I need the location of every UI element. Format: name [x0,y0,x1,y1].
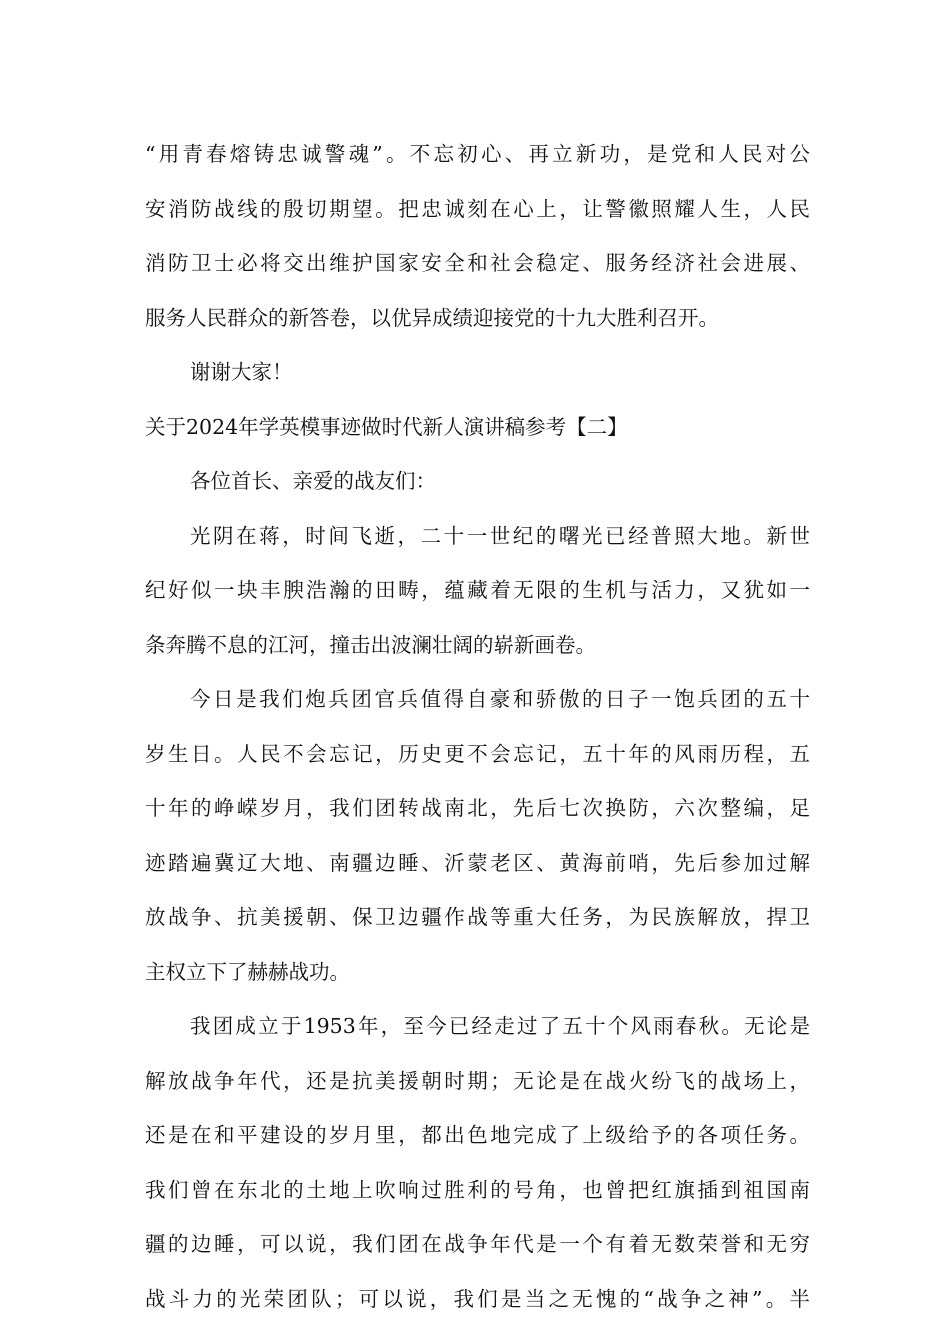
paragraph-line: 今日是我们炮兵团官兵值得自豪和骄傲的日子一饱兵团的五十 [190,687,810,711]
paragraph-line: 放战争、抗美援朝、保卫边疆作战等重大任务，为民族解放，捍卫 [145,905,810,929]
paragraph-line: 消防卫士必将交出维护国家安全和社会稳定、服务经济社会进展、 [145,251,810,275]
paragraph-line: 服务人民群众的新答卷，以优异成绩迎接党的十九大胜利召开。 [145,305,719,330]
salutation: 各位首长、亲爱的战友们： [190,469,436,493]
paragraph-line: 岁生日。人民不会忘记，历史更不会忘记，五十年的风雨历程，五 [145,741,810,766]
paragraph-line: 解放战争年代，还是抗美援朝时期；无论是在战火纷飞的战场上， [145,1068,810,1093]
paragraph-line: 光阴在蒋，时间飞逝，二十一世纪的曙光已经普照大地。新世 [190,523,810,548]
paragraph-line: 疆的边睡，可以说，我们团在战争年代是一个有着无数荣誉和无穷 [145,1232,810,1256]
paragraph-line: 条奔腾不息的江河，撞击出波澜壮阔的崭新画卷。 [145,632,596,657]
closing-thanks: 谢谢大家！ [190,360,293,384]
paragraph-line: 我团成立于1953年，至今已经走过了五十个风雨春秋。无论是 [190,1014,810,1038]
paragraph-line: 十年的峥嵘岁月，我们团转战南北，先后七次换防，六次整编，足 [145,796,810,820]
paragraph-line: 迹踏遍冀辽大地、南疆边睡、沂蒙老区、黄海前哨，先后参加过解 [145,850,810,875]
section-heading: 关于2024年学英模事迹做时代新人演讲稿参考【二】 [145,414,628,439]
paragraph-line: 战斗力的光荣团队；可以说，我们是当之无愧的“战争之神”。半 [145,1286,810,1311]
paragraph-line: 纪好似一块丰腴浩瀚的田畴，蕴藏着无限的生机与活力，又犹如一 [145,578,810,602]
paragraph-line: 我们曾在东北的土地上吹响过胜利的号角，也曾把红旗插到祖国南 [145,1177,810,1202]
document-body [145,127,810,1326]
paragraph-line: “用青春熔铸忠诚警魂”。不忘初心、再立新功，是党和人民对公 [145,142,810,166]
paragraph-line: 主权立下了赫赫战功。 [145,959,350,984]
paragraph-line: 安消防战线的殷切期望。把忠诚刻在心上，让警徽照耀人生，人民 [145,196,810,221]
paragraph-line: 还是在和平建设的岁月里，都出色地完成了上级给予的各项任务。 [145,1123,810,1147]
